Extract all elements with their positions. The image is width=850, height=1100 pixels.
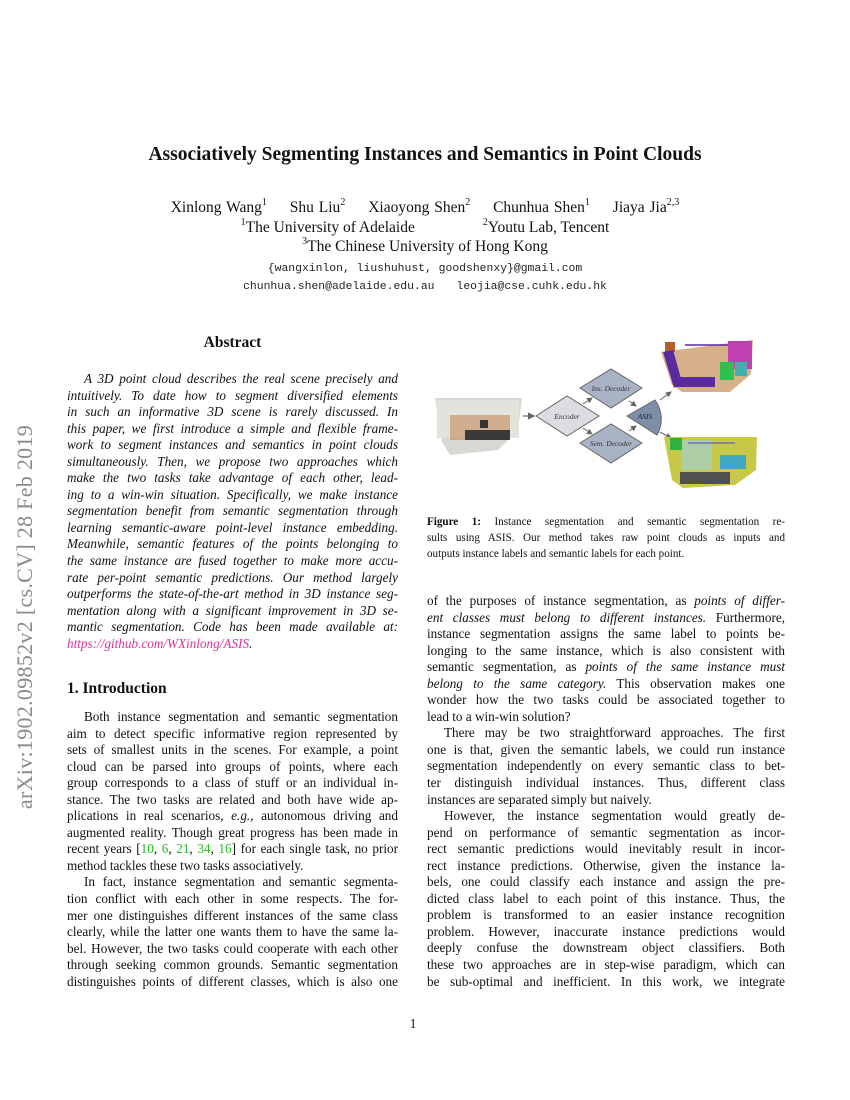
encoder-label: Encoder bbox=[554, 412, 580, 421]
asis-label: ASIS bbox=[637, 412, 653, 421]
citation-link[interactable]: 6 bbox=[161, 841, 169, 857]
text-line: There may be two straightforward approaches. The first bbox=[444, 725, 785, 741]
arrow bbox=[583, 398, 592, 404]
text-line: outputs instance labels and semantic labels for each point. bbox=[427, 548, 685, 560]
text-segment: of the purposes of instance segmentation, as bbox=[427, 593, 695, 608]
text-segment: , bbox=[168, 841, 177, 857]
introduction-heading: 1. Introduction bbox=[67, 680, 167, 697]
encoder-block bbox=[536, 396, 599, 436]
affiliation-mark: 1 bbox=[261, 197, 267, 208]
introduction-left-column bbox=[67, 709, 398, 990]
text-line bbox=[427, 676, 785, 693]
page-number: 1 bbox=[409, 1016, 417, 1031]
author-list bbox=[0, 199, 850, 217]
text-line: stance. The two tasks are related and both have wide ap- bbox=[67, 791, 398, 807]
citation-link[interactable]: 21 bbox=[176, 841, 190, 857]
text-line bbox=[427, 514, 785, 530]
affiliation-mark: 2 bbox=[340, 197, 346, 208]
introduction-right-column bbox=[427, 593, 785, 990]
text-segment: points of differ- bbox=[694, 593, 785, 608]
arxiv-identifier: arXiv:1902.09852v2 [cs.CV] 28 Feb 2019 bbox=[12, 424, 37, 810]
text-line: cloud can be parsed into groups of points, where each bbox=[67, 758, 398, 774]
text-line: work to segment instances and semantics in point clouds bbox=[67, 437, 398, 453]
text-line: be sub-optimal and inefficient. In this work, we integrate bbox=[427, 973, 785, 989]
text-line bbox=[427, 659, 785, 676]
text-line: ing to a win-win situation. Specifically, we make instance bbox=[67, 486, 398, 502]
text-line: dicted class label to each point of this instance. Thus, the bbox=[427, 890, 785, 906]
text-line: mer one distinguishes different instances of the same class bbox=[67, 907, 398, 923]
affiliation-mark: 2 bbox=[482, 217, 488, 228]
arrow bbox=[583, 428, 592, 434]
citation-link[interactable]: 34 bbox=[197, 841, 211, 857]
text-line: aim to detect specific informative region represented by bbox=[67, 725, 398, 741]
abstract-heading: Abstract bbox=[203, 334, 262, 351]
text-line: segmentation benefit from semantic segmentation through bbox=[67, 503, 398, 519]
author-name: Shu Liu bbox=[289, 199, 341, 216]
asis-module bbox=[627, 400, 661, 435]
affiliation: The Chinese University of Hong Kong bbox=[307, 238, 548, 255]
email: leojia@cse.cuhk.edu.hk bbox=[456, 281, 607, 293]
text-line: this paper, we first introduce a simple and flexible frame- bbox=[67, 420, 398, 436]
sem-decoder-label: Sem. Decoder bbox=[589, 439, 633, 448]
text-line bbox=[67, 808, 398, 825]
text-segment: This observation makes one bbox=[606, 675, 785, 691]
text-line: sults using ASIS. Our method takes raw point clouds as inputs and bbox=[427, 532, 785, 544]
arrow bbox=[660, 392, 671, 400]
text-line bbox=[67, 841, 398, 858]
code-url-link[interactable]: https://github.com/WXinlong/ASIS bbox=[67, 635, 250, 651]
text-segment: . bbox=[249, 635, 253, 651]
text-segment: plications in real scenarios, bbox=[67, 808, 232, 824]
text-line: in such an informative 3D scene is rarely discussed. In bbox=[67, 404, 398, 420]
text-line: wonder how the two tasks could be associated together to bbox=[427, 692, 785, 708]
text-line: rect semantic predictions would inevitably result in incor- bbox=[427, 841, 785, 857]
text-line: group corresponds to a class of stuff or an individual in- bbox=[67, 775, 398, 791]
abstract-body bbox=[67, 371, 398, 652]
text-line: ter distinguish individual instances. Thus, different class bbox=[427, 775, 785, 791]
text-segment: , bbox=[189, 841, 198, 857]
affiliation: The University of Adelaide bbox=[245, 219, 415, 236]
text-line: longing to the same instance, which is also consistent with bbox=[427, 642, 785, 658]
text-line: simultaneously. Then, we propose two approaches which bbox=[67, 453, 398, 469]
text-segment: Furthermore, bbox=[706, 609, 785, 625]
text-segment: Instance segmentation and semantic segmentation re- bbox=[480, 516, 785, 528]
citation-link[interactable]: 16 bbox=[218, 841, 232, 857]
text-segment: e.g. bbox=[231, 808, 251, 824]
email-line: {wangxinlon, liushuhust, goodshenxy}@gmail.com bbox=[267, 263, 583, 275]
author bbox=[493, 199, 590, 216]
text-line: distinguishes points of different classes, which is also one bbox=[67, 973, 398, 989]
text-segment: , bbox=[210, 841, 219, 857]
paper-title: Associatively Segmenting Instances and Semantics in Point Clouds bbox=[148, 144, 702, 165]
text-line: make the two tasks take advantage of each other, lead- bbox=[67, 470, 398, 486]
text-segment: semantic segmentation, as bbox=[427, 659, 586, 675]
text-line: clearly, while the latter one wants them to have the same la- bbox=[67, 924, 398, 940]
figure-1-diagram bbox=[420, 330, 840, 490]
text-line: these two approaches are in step-wise paradigm, which can bbox=[427, 957, 785, 973]
author bbox=[368, 199, 470, 216]
text-line: sets of smallest units in the scenes. For example, a point bbox=[67, 742, 398, 758]
text-segment: points of the same instance must bbox=[585, 659, 785, 675]
author bbox=[613, 199, 679, 216]
email-line bbox=[0, 281, 850, 293]
text-line: tion conflict with each other in some respects. The for- bbox=[67, 891, 398, 907]
text-line: instance segmentation assigns the same label to points be- bbox=[427, 626, 785, 642]
text-line: bel. However, the two tasks could cooperate with each other bbox=[67, 940, 398, 956]
text-line: outperforms the state-of-the-art method in 3D instance seg- bbox=[67, 586, 398, 602]
author-name: Jiaya Jia bbox=[612, 199, 667, 216]
text-line: mantic segmentation. Code has been made available at: bbox=[67, 619, 398, 635]
text-line: augmented reality. Though great progress has been made in bbox=[67, 824, 398, 840]
arrow bbox=[629, 401, 636, 406]
figure-1-caption bbox=[427, 514, 785, 562]
text-line: segmentation independently on every semantic class to bet- bbox=[427, 758, 785, 774]
text-line: In fact, instance segmentation and semantic segmenta- bbox=[84, 874, 398, 890]
text-segment: , autonomous driving and bbox=[250, 808, 398, 824]
author bbox=[290, 199, 346, 216]
text-line bbox=[427, 593, 785, 610]
text-line: one is that, given the semantic labels, we could run instance bbox=[427, 741, 785, 757]
text-line: However, the instance segmentation would greatly de- bbox=[444, 808, 785, 824]
text-line bbox=[67, 636, 398, 653]
author-name: Xiaoyong Shen bbox=[368, 199, 466, 216]
affiliations-line bbox=[0, 219, 850, 237]
figure-label: Figure 1: bbox=[427, 516, 481, 528]
instance-output-point-cloud bbox=[661, 340, 753, 392]
citation-link[interactable]: 10 bbox=[140, 841, 154, 857]
affiliations-line bbox=[0, 238, 850, 256]
text-line: rect instance predictions. Otherwise, given the instance la- bbox=[427, 857, 785, 873]
text-segment: belong to the same category. bbox=[427, 675, 607, 691]
text-line bbox=[427, 610, 785, 627]
ins-decoder-label: Ins. Decoder bbox=[591, 384, 631, 393]
text-segment: ] for each single task, no prior bbox=[231, 841, 399, 857]
text-line: the same instance are fused together to make more accu- bbox=[67, 553, 398, 569]
text-line: mentation along with a significant improvement in 3D se- bbox=[67, 602, 398, 618]
affiliation-mark: 2 bbox=[465, 197, 471, 208]
ins-decoder-block bbox=[580, 369, 642, 408]
text-line: method tackles these two tasks associatively. bbox=[67, 857, 304, 873]
sem-decoder-block bbox=[580, 424, 642, 463]
text-line: problem. However, inaccurate instance predictions would bbox=[427, 923, 785, 939]
input-point-cloud bbox=[435, 398, 522, 455]
text-line: rate per-point semantic predictions. Our method largely bbox=[67, 569, 398, 585]
affiliation-mark: 1 bbox=[584, 197, 590, 208]
text-line: lead to a win-win solution? bbox=[427, 708, 571, 724]
text-line: A 3D point cloud describes the real scene precisely and bbox=[84, 371, 398, 386]
author-name: Xinlong Wang bbox=[170, 199, 262, 216]
text-segment: recent years [ bbox=[67, 841, 141, 857]
text-segment: , bbox=[153, 841, 162, 857]
email: chunhua.shen@adelaide.edu.au bbox=[243, 281, 435, 293]
affiliation-mark: 1 bbox=[240, 217, 246, 228]
text-line: problem is transformed to an easier instance recognition bbox=[427, 907, 785, 923]
text-line: instances are separated simply but naively. bbox=[427, 791, 652, 807]
text-line: learning semantic-aware point-level instance embedding. bbox=[67, 519, 398, 535]
text-line: Both instance segmentation and semantic segmentation bbox=[84, 709, 398, 724]
text-line: pend on performance of semantic segmentation as incor- bbox=[427, 824, 785, 840]
text-segment: ent classes must belong to different instances. bbox=[427, 609, 707, 625]
text-line: through seeking common grounds. Semantic segmentation bbox=[67, 957, 398, 973]
text-line: deeply confuse the downstream object classifiers. Both bbox=[427, 940, 785, 956]
text-line: intuitively. To date how to segment diversified elements bbox=[67, 387, 398, 403]
author-name: Chunhua Shen bbox=[493, 199, 585, 216]
affiliation: Youtu Lab, Tencent bbox=[487, 219, 610, 236]
text-line: bels, one could classify each instance and assign the pre- bbox=[427, 874, 785, 890]
text-line: Meanwhile, semantic features of the points belonging to bbox=[67, 536, 398, 552]
author bbox=[171, 199, 267, 216]
affiliation-mark: 3 bbox=[302, 236, 308, 247]
affiliation-mark: 2,3 bbox=[666, 197, 680, 208]
semantic-output-point-cloud bbox=[664, 437, 757, 488]
arrow bbox=[629, 426, 636, 431]
